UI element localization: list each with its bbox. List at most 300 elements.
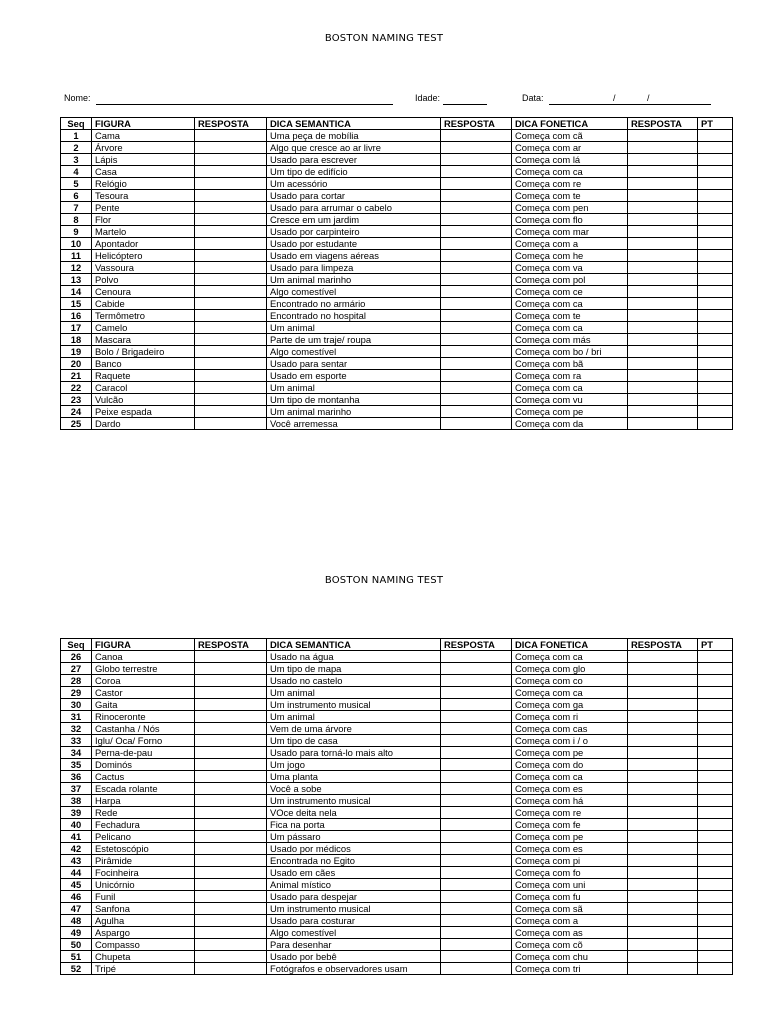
resposta-cell[interactable] [441,831,512,843]
pt-cell[interactable] [698,747,733,759]
resposta-cell[interactable] [628,675,698,687]
seq-cell: 26 [61,651,92,663]
resposta-cell[interactable] [195,831,267,843]
dica-semantica-cell: Um animal marinho [267,274,441,286]
resposta-cell[interactable] [441,687,512,699]
resposta-cell[interactable] [441,418,512,430]
data-field[interactable] [549,104,711,105]
resposta-cell[interactable] [628,226,698,238]
table-row [61,130,733,142]
resposta-cell[interactable] [441,286,512,298]
idade-label: Idade: [415,93,441,103]
resposta-cell[interactable] [628,358,698,370]
dica-semantica-cell: Encontrada no Egito [267,855,441,867]
resposta-cell[interactable] [441,142,512,154]
resposta-cell[interactable] [195,759,267,771]
figura-cell: Tripé [92,963,195,975]
resposta-cell[interactable] [628,178,698,190]
pt-cell[interactable] [698,867,733,879]
pt-cell[interactable] [698,711,733,723]
resposta-cell[interactable] [441,915,512,927]
resposta-cell[interactable] [195,723,267,735]
resposta-cell[interactable] [195,699,267,711]
resposta-cell[interactable] [441,963,512,975]
resposta-cell[interactable] [628,238,698,250]
figura-cell: Peixe espada [92,406,195,418]
resposta-cell[interactable] [441,747,512,759]
figura-cell: Fechadura [92,819,195,831]
pt-cell[interactable] [698,771,733,783]
resposta-cell[interactable] [195,394,267,406]
resposta-cell[interactable] [628,879,698,891]
seq-cell: 41 [61,831,92,843]
resposta-cell[interactable] [195,879,267,891]
figura-cell: Cama [92,130,195,142]
dica-fonetica-cell: Começa com ca [512,382,628,394]
resposta-cell[interactable] [628,166,698,178]
resposta-cell[interactable] [441,903,512,915]
pt-cell[interactable] [698,795,733,807]
pt-cell[interactable] [698,130,733,142]
dica-semantica-cell: Um instrumento musical [267,903,441,915]
figura-cell: Escada rolante [92,783,195,795]
dica-fonetica-cell: Começa com ca [512,771,628,783]
pt-cell[interactable] [698,819,733,831]
resposta-cell[interactable] [628,310,698,322]
resposta-cell[interactable] [628,771,698,783]
resposta-cell[interactable] [195,382,267,394]
seq-cell: 36 [61,771,92,783]
resposta-cell[interactable] [628,795,698,807]
pt-cell[interactable] [698,831,733,843]
pt-cell[interactable] [698,346,733,358]
resposta-cell[interactable] [195,202,267,214]
dica-fonetica-cell: Começa com fu [512,891,628,903]
resposta-cell[interactable] [195,418,267,430]
resposta-cell[interactable] [195,855,267,867]
dica-fonetica-cell: Começa com vu [512,394,628,406]
resposta-cell[interactable] [628,286,698,298]
seq-cell: 11 [61,250,92,262]
resposta-cell[interactable] [441,771,512,783]
resposta-cell[interactable] [195,711,267,723]
pt-cell[interactable] [698,286,733,298]
nome-field[interactable] [96,104,393,105]
seq-cell: 21 [61,370,92,382]
resposta-cell[interactable] [628,142,698,154]
pt-cell[interactable] [698,406,733,418]
resposta-cell[interactable] [441,250,512,262]
dica-semantica-cell: Vem de uma árvore [267,723,441,735]
seq-cell: 5 [61,178,92,190]
resposta-cell[interactable] [441,651,512,663]
pt-cell[interactable] [698,663,733,675]
table-row [61,783,733,795]
resposta-cell[interactable] [195,807,267,819]
resposta-cell[interactable] [628,274,698,286]
pt-cell[interactable] [698,915,733,927]
pt-cell[interactable] [698,699,733,711]
resposta-cell[interactable] [441,358,512,370]
seq-cell: 33 [61,735,92,747]
resposta-cell[interactable] [441,735,512,747]
dica-semantica-cell: Usado para torná-lo mais alto [267,747,441,759]
resposta-cell[interactable] [628,747,698,759]
resposta-cell[interactable] [441,346,512,358]
resposta-cell[interactable] [441,783,512,795]
table-row [61,963,733,975]
resposta-cell[interactable] [195,651,267,663]
pt-cell[interactable] [698,843,733,855]
resposta-cell[interactable] [628,903,698,915]
table-row [61,250,733,262]
resposta-cell[interactable] [195,310,267,322]
resposta-cell[interactable] [441,759,512,771]
resposta-cell[interactable] [195,663,267,675]
pt-cell[interactable] [698,262,733,274]
pt-cell[interactable] [698,951,733,963]
resposta-cell[interactable] [195,735,267,747]
seq-cell: 29 [61,687,92,699]
page-title: BOSTON NAMING TEST [324,575,444,586]
resposta-cell[interactable] [441,663,512,675]
pt-cell[interactable] [698,939,733,951]
dica-fonetica-cell: Começa com ca [512,651,628,663]
figura-cell: Martelo [92,226,195,238]
resposta-cell[interactable] [628,783,698,795]
resposta-cell[interactable] [628,891,698,903]
resposta-cell[interactable] [195,226,267,238]
resposta-cell[interactable] [441,298,512,310]
figura-cell: Polvo [92,274,195,286]
pt-cell[interactable] [698,651,733,663]
resposta-cell[interactable] [441,879,512,891]
resposta-cell[interactable] [628,807,698,819]
pt-cell[interactable] [698,879,733,891]
resposta-cell[interactable] [195,406,267,418]
pt-cell[interactable] [698,807,733,819]
resposta-cell[interactable] [441,130,512,142]
resposta-cell[interactable] [441,699,512,711]
resposta-cell[interactable] [441,178,512,190]
pt-cell[interactable] [698,238,733,250]
resposta-cell[interactable] [441,867,512,879]
resposta-cell[interactable] [195,843,267,855]
resposta-cell[interactable] [628,370,698,382]
dica-fonetica-cell: Começa com ra [512,370,628,382]
resposta-cell[interactable] [195,238,267,250]
table-row [61,418,733,430]
table-row [61,166,733,178]
nome-label: Nome: [64,93,91,103]
resposta-cell[interactable] [628,735,698,747]
dica-semantica-cell: Você arremessa [267,418,441,430]
resposta-cell[interactable] [441,370,512,382]
resposta-cell[interactable] [628,322,698,334]
table-row [61,226,733,238]
dica-fonetica-cell: Começa com he [512,250,628,262]
resposta-cell[interactable] [628,951,698,963]
resposta-cell[interactable] [441,675,512,687]
pt-cell[interactable] [698,190,733,202]
idade-field[interactable] [443,104,487,105]
pt-cell[interactable] [698,855,733,867]
pt-cell[interactable] [698,298,733,310]
resposta-cell[interactable] [441,202,512,214]
resposta-cell[interactable] [628,202,698,214]
pt-cell[interactable] [698,382,733,394]
resposta-cell[interactable] [628,190,698,202]
resposta-cell[interactable] [441,939,512,951]
resposta-cell[interactable] [441,711,512,723]
resposta-cell[interactable] [441,322,512,334]
figura-cell: Castanha / Nós [92,723,195,735]
pt-header: PT [698,639,733,651]
resposta-cell[interactable] [195,214,267,226]
dica-fonetica-cell: Começa com es [512,843,628,855]
resposta-cell[interactable] [195,286,267,298]
table-row [61,663,733,675]
resposta-cell[interactable] [195,274,267,286]
resposta-cell[interactable] [628,867,698,879]
dica-semantica-cell: Fica na porta [267,819,441,831]
resposta-cell[interactable] [628,154,698,166]
resposta-cell[interactable] [195,675,267,687]
pt-cell[interactable] [698,214,733,226]
pt-cell[interactable] [698,927,733,939]
pt-cell[interactable] [698,142,733,154]
figura-cell: Árvore [92,142,195,154]
resposta-cell[interactable] [195,370,267,382]
pt-cell[interactable] [698,394,733,406]
figura-cell: Casa [92,166,195,178]
dica-semantica-cell: Um animal [267,382,441,394]
resposta-cell[interactable] [195,867,267,879]
resposta-cell[interactable] [628,262,698,274]
pt-cell[interactable] [698,358,733,370]
pt-cell[interactable] [698,723,733,735]
resposta-cell[interactable] [195,142,267,154]
resposta-cell[interactable] [441,238,512,250]
pt-cell[interactable] [698,274,733,286]
seq-cell: 1 [61,130,92,142]
dica-semantica-cell: Um tipo de casa [267,735,441,747]
naming-test-table-1 [60,117,733,430]
dica-fonetica-cell: Começa com bo / bri [512,346,628,358]
table-row [61,370,733,382]
resposta-cell[interactable] [628,418,698,430]
resposta-cell[interactable] [628,963,698,975]
resposta-cell[interactable] [628,130,698,142]
resposta-cell[interactable] [195,963,267,975]
resposta-cell[interactable] [195,891,267,903]
dica-fonetica-cell: Começa com ar [512,142,628,154]
resposta-cell[interactable] [195,178,267,190]
table-row [61,190,733,202]
resposta-cell[interactable] [628,250,698,262]
resposta-cell[interactable] [195,939,267,951]
resposta-cell[interactable] [441,951,512,963]
pt-cell[interactable] [698,687,733,699]
resposta-cell[interactable] [628,214,698,226]
resposta-cell[interactable] [195,190,267,202]
resposta-cell[interactable] [441,154,512,166]
naming-test-table-2 [60,638,733,975]
resposta-cell[interactable] [441,190,512,202]
table-row [61,771,733,783]
resposta-cell[interactable] [195,795,267,807]
pt-cell[interactable] [698,202,733,214]
resposta-cell[interactable] [441,382,512,394]
resposta-cell[interactable] [195,298,267,310]
resposta-cell[interactable] [195,687,267,699]
resposta-cell[interactable] [628,298,698,310]
resposta-cell[interactable] [628,663,698,675]
seq-cell: 46 [61,891,92,903]
resposta-cell[interactable] [195,346,267,358]
pt-cell[interactable] [698,963,733,975]
pt-cell[interactable] [698,154,733,166]
resposta-cell[interactable] [195,819,267,831]
resposta-cell[interactable] [441,807,512,819]
resposta-cell[interactable] [628,346,698,358]
resposta-cell[interactable] [628,831,698,843]
pt-cell[interactable] [698,675,733,687]
pt-cell[interactable] [698,735,733,747]
seq-cell: 7 [61,202,92,214]
dica-semantica-cell: Um animal [267,711,441,723]
pt-cell[interactable] [698,178,733,190]
resposta-cell[interactable] [628,711,698,723]
dica-fonetica-cell: Começa com más [512,334,628,346]
pt-cell[interactable] [698,226,733,238]
resposta-cell[interactable] [195,130,267,142]
seq-cell: 25 [61,418,92,430]
dica-fonetica-cell: Começa com mar [512,226,628,238]
pt-cell[interactable] [698,370,733,382]
resposta-cell[interactable] [441,855,512,867]
resposta-cell[interactable] [628,723,698,735]
resposta-cell[interactable] [441,723,512,735]
resposta-cell[interactable] [628,651,698,663]
seq-cell: 39 [61,807,92,819]
resposta-cell[interactable] [441,394,512,406]
resposta-cell[interactable] [628,759,698,771]
dica-fonetica-cell: Começa com cã [512,130,628,142]
resposta-cell[interactable] [195,250,267,262]
seq-cell: 51 [61,951,92,963]
resposta-cell[interactable] [195,927,267,939]
resposta-cell[interactable] [441,334,512,346]
resposta-cell[interactable] [441,795,512,807]
figura-cell: Camelo [92,322,195,334]
table-row [61,843,733,855]
dica-semantica-cell: Usado em esporte [267,370,441,382]
seq-cell: 44 [61,867,92,879]
figura-cell: Raquete [92,370,195,382]
resposta-cell[interactable] [441,262,512,274]
resposta-cell[interactable] [195,951,267,963]
pt-cell[interactable] [698,250,733,262]
resposta-cell[interactable] [628,687,698,699]
resposta-cell[interactable] [441,843,512,855]
seq-cell: 14 [61,286,92,298]
dica-fonetica-cell: Começa com glo [512,663,628,675]
resposta-cell[interactable] [441,310,512,322]
resposta-cell[interactable] [195,262,267,274]
resposta-cell[interactable] [628,394,698,406]
resposta-cell[interactable] [441,226,512,238]
figura-cell: Flor [92,214,195,226]
resposta-cell[interactable] [628,915,698,927]
seq-cell: 50 [61,939,92,951]
resposta-cell[interactable] [441,891,512,903]
seq-cell: 8 [61,214,92,226]
pt-cell[interactable] [698,166,733,178]
resposta-cell[interactable] [195,358,267,370]
seq-cell: 6 [61,190,92,202]
resposta-cell[interactable] [195,903,267,915]
resposta-cell[interactable] [195,166,267,178]
resposta-cell[interactable] [628,406,698,418]
pt-cell[interactable] [698,759,733,771]
resposta-cell[interactable] [628,382,698,394]
resposta-cell[interactable] [441,927,512,939]
resposta-cell[interactable] [195,322,267,334]
resposta-cell[interactable] [441,274,512,286]
seq-cell: 22 [61,382,92,394]
table-row [61,334,733,346]
pt-cell[interactable] [698,418,733,430]
table-row [61,322,733,334]
pt-cell[interactable] [698,322,733,334]
table-row [61,394,733,406]
table-row [61,855,733,867]
figura-cell: Harpa [92,795,195,807]
resposta-cell[interactable] [441,166,512,178]
resposta-cell[interactable] [195,771,267,783]
resposta-cell[interactable] [441,214,512,226]
figura-cell: Estetoscópio [92,843,195,855]
resposta-cell[interactable] [628,855,698,867]
resposta-cell[interactable] [195,915,267,927]
pt-cell[interactable] [698,891,733,903]
resposta-cell[interactable] [628,939,698,951]
dica-semantica-cell: Usado para limpeza [267,262,441,274]
table-row [61,346,733,358]
resposta-cell[interactable] [195,154,267,166]
resposta-header: RESPOSTA [195,118,267,130]
seq-cell: 17 [61,322,92,334]
pt-cell[interactable] [698,903,733,915]
resposta-cell[interactable] [195,747,267,759]
resposta-cell[interactable] [441,819,512,831]
resposta-cell[interactable] [628,819,698,831]
resposta-cell[interactable] [628,843,698,855]
resposta-cell[interactable] [195,783,267,795]
resposta-cell[interactable] [195,334,267,346]
pt-cell[interactable] [698,783,733,795]
resposta-cell[interactable] [628,927,698,939]
resposta-cell[interactable] [628,334,698,346]
dica-fonetica-cell: Começa com bã [512,358,628,370]
figura-cell: Canoa [92,651,195,663]
table-row [61,202,733,214]
resposta-cell[interactable] [441,406,512,418]
pt-cell[interactable] [698,310,733,322]
resposta-cell[interactable] [628,699,698,711]
pt-cell[interactable] [698,334,733,346]
